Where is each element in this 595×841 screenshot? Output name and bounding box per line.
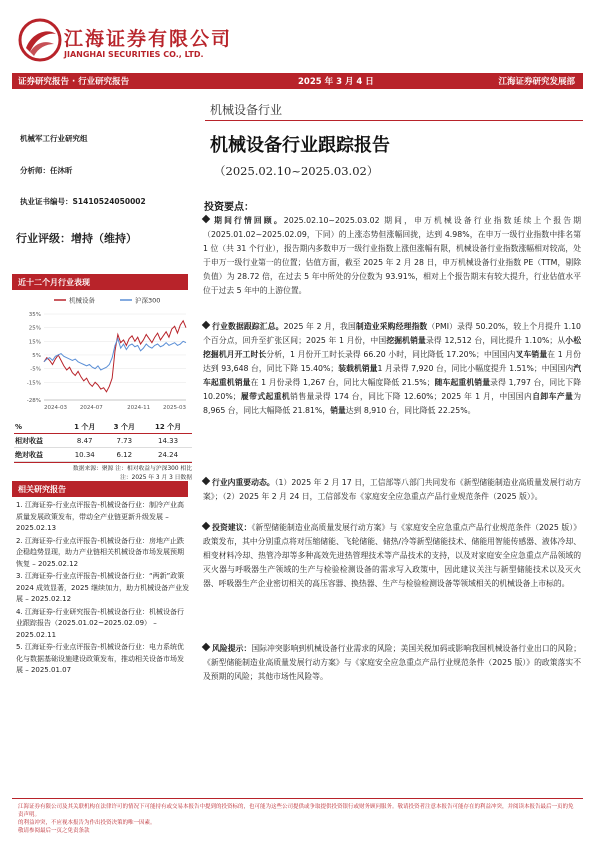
text-span: 录得 1,797 台，同比下降 10.20%； [203, 378, 581, 401]
table-header-cell: % [14, 420, 65, 434]
bold-span: 小松挖掘机月开工时长 [203, 336, 581, 359]
text-span: 分析，1 月份开工时长录得 66.20 小时，同比降低 17.20%；中国国内 [266, 350, 516, 359]
list-item[interactable]: 1. 江海证券-行业点评报告-机械设备行业：制冷产业高质量发展政策发布，带动全产业链更新升级发展 – 2025.02.13 [16, 501, 184, 532]
list-item[interactable]: 2. 江海证券-行业点评报告-机械设备行业：房地产止跌企稳趋势显现，助力产业链相关机械设备市场发展预期恢复 – 2025.02.12 [16, 536, 184, 568]
x-tick-label: 2024-03 [44, 405, 67, 411]
text-span: 为 8,965 台，同比大幅降低 21.81%， [203, 392, 582, 415]
investment-advice-paragraph [203, 521, 581, 591]
diamond-bullet-icon [202, 321, 210, 329]
table-cell: 14.33 [144, 434, 192, 448]
bold-span: 履带式起重机 [240, 392, 291, 401]
bold-span: 销量 [330, 406, 346, 415]
report-title: 机械设备行业跟踪报告 [210, 135, 390, 156]
research-group: 机械军工行业研究组 [20, 134, 88, 143]
x-tick-label: 2024-07 [79, 405, 103, 411]
table-cell: 10.34 [65, 448, 105, 462]
table-cell: 绝对收益 [14, 448, 65, 462]
diamond-bullet-icon [202, 522, 210, 530]
bold-span: 挖掘机销量 [386, 336, 426, 345]
analyst: 分析师：任沐昕 [20, 166, 73, 175]
disclaimer-line: 敬请参阅最后一页之免责条款 [18, 828, 90, 834]
data-source-note [14, 462, 192, 483]
bold-span: 叉车销量 [515, 350, 548, 359]
table-header-cell: 1 个月 [65, 420, 105, 434]
bold-span: 随车起重机销量 [434, 378, 491, 387]
text-span: 录得 12,512 台，同比提升 1.10%；从 [426, 336, 566, 345]
source-line: 注：2025 年 3 月 3 日数据 [120, 475, 192, 481]
industry-news-paragraph [203, 476, 581, 504]
paragraph-lead: 风险提示： [212, 644, 252, 653]
bold-span: 制造业采购经理指数 [355, 322, 428, 331]
risk-warning-paragraph [203, 642, 581, 684]
industry-data-paragraph [203, 320, 581, 418]
paragraph-text: 国际冲突影响到机械设备行业需求的风险；美国关税加码或影响我国机械设备行业出口的风险；《新型储能制造业高质量发展行动方案》与《家庭安全应急重点产品行业规范条件（2025 版）》的政策落实不及预期的风险；其他市场性风险等。 [203, 644, 581, 681]
company-logo-icon [18, 18, 62, 62]
list-item[interactable]: 5. 江海证券-行业点评报告-机械设备行业：电力系统优化与数据基础设施建设政策发布，推动相关设备市场发展 – 2025.01.07 [16, 643, 184, 674]
bold-span: 汽车起重机销量 [203, 364, 581, 387]
diamond-bullet-icon [202, 215, 210, 223]
text-span: 在 1 月份录得 1,267 台，同比大幅度降低 21.5%； [250, 378, 435, 387]
bold-span: 装载机销量 [338, 364, 378, 373]
x-tick-label: 2024-11 [127, 405, 151, 411]
disclaimer-line: 江海证券有限公司及其关联机构在法律许可的情况下可能持有或交易本报告中提到的投资标的，也可能为这些公司提供或争取提供投资银行或财务顾问服务。敬请投资者注意本报告可能存在的利益冲突，并阅读本报告最后一页的免责声明。 [18, 804, 574, 818]
text-span: （PMI）录得 50.20%，较上个月提升 1.10 个百分点，回升至扩张区间；2025 年 1 月份，中国 [203, 322, 581, 345]
performance-section-head: 近十二个月行业表现 [12, 274, 188, 290]
industry-label: 机械设备行业 [210, 103, 283, 117]
company-name-cn: 江海证券有限公司 [64, 28, 233, 50]
bold-span: 自卸车产量 [532, 392, 574, 401]
report-type: 证券研究报告 · 行业研究报告 [18, 77, 130, 87]
table-cell: 6.12 [105, 448, 145, 462]
table-header-cell: 12 个月 [144, 420, 192, 434]
table-row [14, 448, 192, 462]
table-cell: 8.47 [65, 434, 105, 448]
source-line: 数据来源：聚源 注：相对收益与沪深300 相比 [72, 466, 192, 472]
legend-label: 沪深300 [135, 296, 161, 305]
text-span: 2025 年 2 月，我国 [283, 322, 356, 331]
disclaimer-footer [18, 803, 578, 835]
list-item[interactable]: 4. 江海证券-行业研究报告-机械设备行业：机械设备行业跟踪报告（2025.01.02~2025.02.09） – 2025.02.11 [16, 607, 184, 639]
market-review-paragraph [203, 214, 581, 298]
table-cell: 24.24 [144, 448, 192, 462]
text-span: 1 月录得 7,920 台，同比小幅度提升 1.51%；中国国内 [377, 364, 574, 373]
department: 江海证券研究发展部 [498, 77, 575, 87]
company-name-en: JIANGHAI SECURITIES CO., LTD. [64, 50, 204, 59]
related-section-head: 相关研究报告 [12, 481, 188, 497]
diamond-bullet-icon [202, 477, 210, 485]
paragraph-lead: 行业数据跟踪汇总。 [212, 322, 284, 331]
table-cell: 相对收益 [14, 434, 65, 448]
table-header-row [14, 420, 192, 434]
x-tick-label: 2025-03 [163, 405, 186, 411]
text-span: 销售量录得 174 台，同比下降 12.60%；2025 年 1 月，中国国内 [290, 392, 533, 401]
list-item[interactable]: 3. 江海证券-行业点评报告-机械设备行业：“两新”政策 2024 成效显著，2025 继续加力，助力机械设备产业发展 – 2025.02.12 [16, 572, 190, 603]
key-points-head: 投资要点： [204, 202, 254, 213]
text-span: 在 1 月份达到 93,648 台，同比下降 15.40%； [203, 350, 581, 373]
footer-divider [12, 798, 583, 799]
legend-label: 机械设备 [69, 296, 95, 305]
paragraph-text: 2025.02.10~2025.03.02 期间，申万机械设备行业指数延续上个报告期（2025.01.02~2025.02.09，下同）的上涨态势但涨幅回拢，达到 4.98%，在申万一级行业指数中排名第 1 位（共 31 个行业），报告期内多数申万一级行业指数上涨但涨幅有限，机械设备行业指数涨幅相对较高，处于申万一级行业第一的位置；估值方面，截至 2025 年 2 月 28 日，申万机械设备行业指数 PE（TTM，剔除负值）为 28.72 倍，在过去 5 年中所处的分位数为 93.91%，相对上个报告期末有较大提升，行业估值水平位于过去 5 年中的上游位置。 [203, 216, 582, 295]
related-reports-list [16, 500, 190, 678]
y-tick-label: 15% [28, 339, 41, 346]
y-tick-label: 5% [32, 352, 41, 359]
y-tick-label: -15% [26, 380, 41, 387]
table-row [14, 434, 192, 448]
divider [205, 120, 583, 121]
report-date: 2025 年 3 月 4 日 [298, 77, 374, 87]
text-span: 达到 8,910 台，同比降低 22.25%。 [345, 406, 476, 415]
performance-chart [14, 292, 194, 417]
disclaimer-line: 的利益冲突，不应视本报告为作出投资决策的唯一因素。 [18, 820, 156, 826]
paragraph-text: 《新型储能制造业高质量发展行动方案》与《家庭安全应急重点产品行业规范条件（2025 版）》政策发布，其中分别重点将对压缩储能、飞轮储能、储热/冷等新型储能技术、储能用智能传感器、液体冷却、相变材料冷却、热管冷却等多种高效先进热管理技术等产品技术的支持，以及对家庭安全应急重点产品领域的灭火器与呼吸器生产领域的生产与检验检测设备的需求写入政策中，因此建议关注与新型储能技术以及灭火器、呼吸器生产企业密切相关的高压容器、换热器、生产与检验检测设备等领域相关的机械设备上市标的。 [203, 523, 581, 588]
header-bar [12, 73, 583, 89]
y-tick-label: 35% [28, 312, 41, 318]
diamond-bullet-icon [202, 643, 210, 651]
paragraph-lead: 投资建议： [212, 523, 252, 532]
performance-table [14, 420, 192, 462]
table-header-cell: 3 个月 [105, 420, 145, 434]
series-line [44, 321, 186, 392]
report-period: （2025.02.10~2025.03.02） [214, 164, 379, 178]
y-tick-label: -5% [30, 366, 41, 373]
paragraph-text: （1）2025 年 2 月 17 日，工信部等八部门共同发布《新型储能制造业高质量发展行动方案》；（2）2025 年 2 月 24 日，工信部发布《家庭安全应急重点产品行业规范条件（2025 版）》。 [203, 478, 581, 501]
industry-rating: 行业评级：增持（维持） [16, 232, 137, 245]
table-cell: 7.73 [105, 434, 145, 448]
paragraph-lead: 期间行情回顾。 [212, 216, 284, 225]
y-tick-label: -28% [26, 398, 41, 404]
paragraph-lead: 行业内重要动态。 [212, 478, 275, 487]
certificate-number: 执业证书编号：S1410524050002 [20, 197, 146, 206]
y-tick-label: 25% [28, 325, 41, 332]
